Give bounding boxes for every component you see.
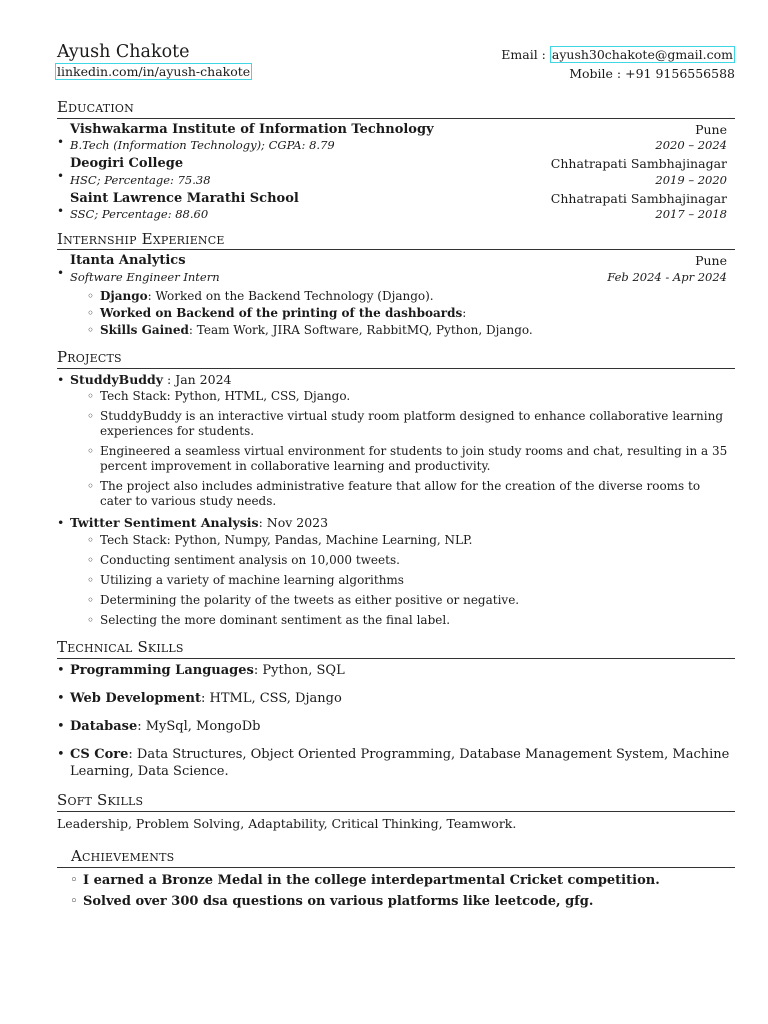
skill-item: • CS Core: Data Structures, Object Oriented Programming, Database Management System, Machine Learning, Data Science. [57, 746, 730, 779]
project-name: StuddyBuddy [70, 371, 164, 387]
project-bullets [57, 533, 735, 628]
list-item: ◦ StuddyBuddy is an interactive virtual study room platform designed to enhance collaborative learning experiences for students. [87, 409, 735, 439]
project-date: : Nov 2023 [258, 515, 329, 531]
institution-place: Chhatrapati Sambhajinagar [550, 156, 727, 172]
education-entry [57, 122, 735, 153]
bullet-icon: • [57, 204, 65, 218]
linkedin-link[interactable]: linkedin.com/in/ayush-chakote [57, 64, 251, 79]
list-item: ◦ Engineered a seamless virtual environment for students to join study rooms and chat, resulting in a 35 percent improvement in collaborative learning and productivity. [87, 444, 735, 474]
education-dates: 2020 – 2024 [655, 138, 727, 152]
list-item: ◦ Determining the polarity of the tweets as either positive or negative. [87, 593, 735, 608]
soft-skills-heading: Soft Skills [57, 791, 735, 812]
mobile-number: Mobile : +91 9156556588 [569, 66, 735, 81]
project-date: : Jan 2024 [163, 371, 232, 387]
bullet-icon: • [57, 718, 65, 734]
internship-entry [57, 253, 735, 284]
email-link[interactable]: ayush30chakote@gmail.com [551, 47, 733, 62]
bullet-icon: • [57, 169, 65, 184]
education-entry [57, 156, 735, 187]
internship-heading: Internship Experience [57, 230, 735, 251]
skill-item: • Database: MySql, MongoDb [57, 718, 261, 734]
resume-page [57, 42, 735, 914]
skills-heading: Technical Skills [57, 638, 735, 659]
project-entry [57, 372, 735, 388]
list-item: ◦ Skills Gained: Team Work, JIRA Software, RabbitMQ, Python, Django. [87, 323, 735, 338]
job-role: Software Engineer Intern [70, 269, 220, 284]
education-entry [57, 191, 735, 222]
project-bullets [57, 389, 735, 509]
bullet-icon: • [57, 662, 65, 678]
project-name: Twitter Sentiment Analysis [70, 515, 259, 531]
list-item: ◦ Worked on Backend of the printing of the dashboards: [87, 306, 735, 321]
achievements-list [57, 872, 735, 910]
bullet-icon: • [57, 266, 65, 281]
institution-place: Chhatrapati Sambhajinagar [550, 191, 727, 206]
bullet-icon: • [57, 371, 65, 387]
list-item: ◦ Selecting the more dominant sentiment as the final label. [87, 613, 735, 628]
email-label: Email : [501, 47, 550, 62]
company-name: Itanta Analytics [70, 253, 186, 269]
internship-dates: Feb 2024 - Apr 2024 [607, 269, 727, 284]
education-heading: Education [57, 98, 735, 119]
resume-header [57, 42, 735, 90]
internship-details [57, 289, 735, 338]
degree-detail: SSC; Percentage: 88.60 [70, 207, 209, 222]
institution-name: Deogiri College [70, 156, 184, 172]
list-item: ◦ Conducting sentiment analysis on 10,000 tweets. [87, 553, 735, 568]
project-entry [57, 515, 735, 531]
contact-info [501, 45, 735, 83]
education-dates: 2019 – 2020 [655, 172, 727, 187]
bullet-icon: • [57, 746, 65, 762]
list-item: ◦ Tech Stack: Python, HTML, CSS, Django. [87, 389, 735, 404]
achievements-heading: Achievements [57, 847, 735, 868]
institution-name: Saint Lawrence Marathi School [70, 191, 299, 206]
list-item: ◦ I earned a Bronze Medal in the college interdepartmental Cricket competition. [70, 872, 735, 889]
list-item: ◦ The project also includes administrative feature that allow for the creation of the diverse rooms to cater to various study needs. [87, 479, 735, 509]
list-item: ◦ Solved over 300 dsa questions on various platforms like leetcode, gfg. [70, 893, 735, 910]
list-item: ◦ Utilizing a variety of machine learning algorithms [87, 573, 735, 588]
list-item: ◦ Tech Stack: Python, Numpy, Pandas, Machine Learning, NLP. [87, 533, 735, 548]
institution-place: Pune [695, 121, 727, 137]
skill-item: • Programming Languages: Python, SQL [57, 662, 345, 678]
candidate-name: Ayush Chakote [57, 42, 190, 62]
institution-name: Vishwakarma Institute of Information Technology [70, 121, 434, 137]
list-item: ◦ Django: Worked on the Backend Technology (Django). [87, 289, 735, 304]
company-place: Pune [695, 253, 727, 269]
degree-detail: B.Tech (Information Technology); CGPA: 8.79 [70, 138, 335, 152]
degree-detail: HSC; Percentage: 75.38 [70, 172, 211, 187]
skill-item: • Web Development: HTML, CSS, Django [57, 690, 342, 706]
bullet-icon: • [57, 134, 65, 149]
soft-skills-text: Leadership, Problem Solving, Adaptability, Critical Thinking, Teamwork. [57, 815, 517, 831]
bullet-icon: • [57, 690, 65, 706]
education-dates: 2017 – 2018 [655, 207, 727, 222]
projects-heading: Projects [57, 348, 735, 369]
bullet-icon: • [57, 515, 65, 531]
